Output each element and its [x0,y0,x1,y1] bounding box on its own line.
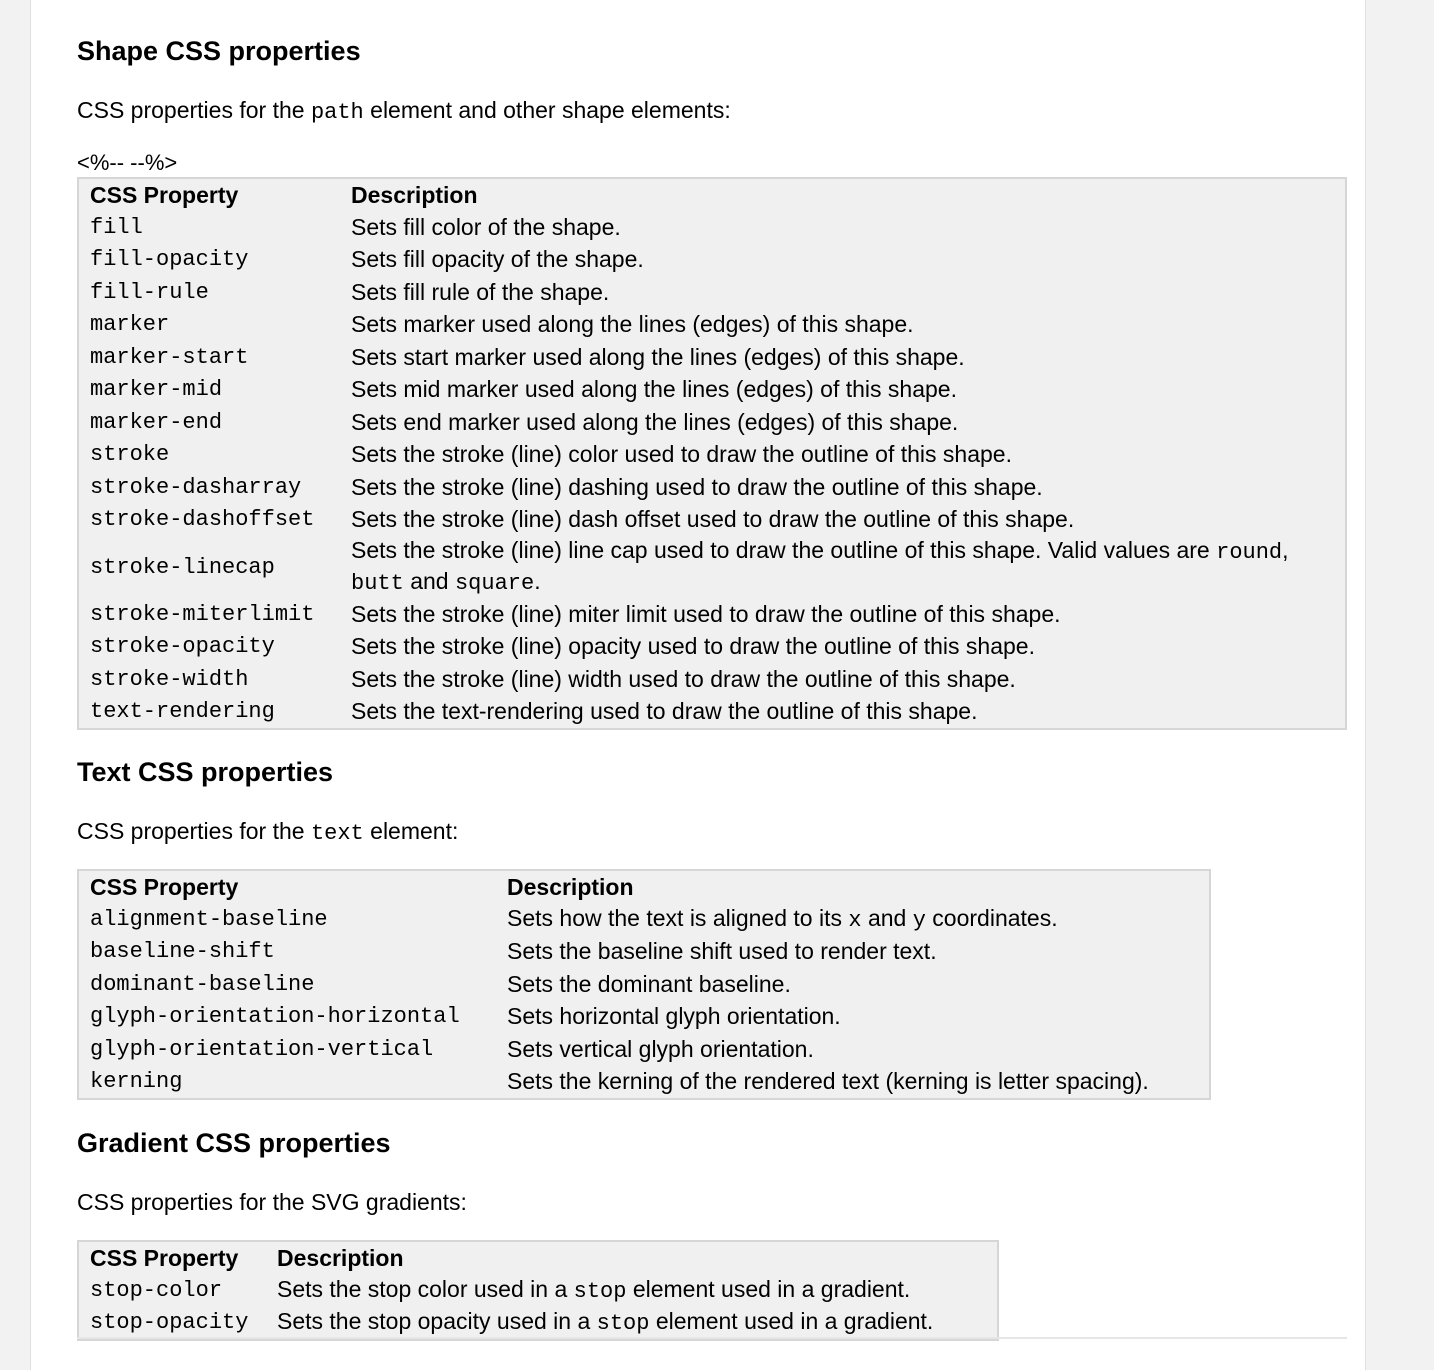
css-property-description: Sets the text-rendering used to draw the outline of this shape. [351,698,978,725]
description-text: . [534,568,541,594]
table-row [78,244,1346,277]
table-row [78,341,1346,374]
table-row [78,663,1346,696]
table-row [78,1274,998,1307]
description-text: Sets the stop opacity used in a [277,1308,597,1335]
description-text: element used in a gradient. [649,1308,934,1335]
text-intro-code: text [310,821,364,846]
css-property-name: glyph-orientation-horizontal [90,1004,460,1030]
table-row [78,936,1210,969]
code-value-butt: butt [351,571,404,596]
code-value-square: square [454,571,535,596]
text-section-intro [77,816,458,849]
table-row [78,211,1346,244]
column-header-property: CSS Property [90,873,239,900]
code-x: x [848,907,862,933]
css-property-name: stroke-miterlimit [90,601,315,627]
table-row [78,309,1346,342]
column-header-description: Description [277,1244,404,1271]
text-table-body [78,903,1210,1099]
column-header-description: Description [507,873,634,900]
description-text: Sets the stroke (line) line cap used to draw the outline of this shape. Valid values are [351,537,1217,563]
css-property-name: stroke-opacity [90,634,275,660]
css-property-description: Sets the dominant baseline. [507,970,791,997]
description-text: , [1282,537,1289,563]
description-text: Sets the stop color used in a [277,1275,574,1302]
table-row [78,1033,1210,1066]
css-property-name: fill [90,214,143,240]
css-property-description: Sets vertical glyph orientation. [507,1035,814,1062]
css-property-name: stroke-dashoffset [90,507,315,533]
css-property-name: stroke-dasharray [90,474,302,500]
text-section-heading: Text CSS properties [77,757,334,787]
css-property-description: Sets the kerning of the rendered text (kerning is letter spacing). [507,1068,1149,1095]
css-property-description [275,1274,998,1307]
table-row [78,631,1346,664]
bottom-divider [77,1337,1347,1339]
css-property-description: Sets the stroke (line) dashing used to draw the outline of this shape. [351,473,1043,500]
table-row [78,1001,1210,1034]
gradient-section-intro: CSS properties for the SVG gradients: [77,1189,467,1215]
text-intro-after: element: [363,818,459,844]
shape-intro-before: CSS properties for the [77,97,311,123]
css-property-description: Sets the stroke (line) miter limit used to draw the outline of this shape. [351,600,1061,627]
table-row [78,1307,998,1341]
table-row [78,968,1210,1001]
css-property-description [275,1307,998,1341]
description-text: Sets how the text is aligned to its [507,904,849,931]
table-header-row [78,870,1210,903]
table-row [78,536,1346,598]
code-value-round: round [1216,540,1283,565]
css-property-name: baseline-shift [90,939,275,965]
text-intro-before: CSS properties for the [77,818,311,844]
css-property-description: Sets fill color of the shape. [351,213,621,240]
gradient-table-body [78,1274,998,1340]
table-row [78,374,1346,407]
column-header-property: CSS Property [90,181,239,208]
css-property-name: stroke-width [90,666,249,692]
code-stop: stop [573,1278,627,1304]
shape-properties-table [77,177,1347,730]
css-property-name: dominant-baseline [90,971,315,997]
table-row [78,903,1210,936]
css-property-name: marker-start [90,344,249,370]
table-row [78,471,1346,504]
shape-intro-after: element and other shape elements: [363,97,731,123]
css-property-name: fill-opacity [90,247,249,273]
css-property-name: glyph-orientation-vertical [90,1036,434,1062]
table-row [78,696,1346,730]
css-property-description: Sets the stroke (line) color used to draw the outline of this shape. [351,441,1012,468]
css-property-name: stop-color [90,1277,223,1303]
shape-table-body [78,211,1346,729]
css-property-description: Sets marker used along the lines (edges) of this shape. [351,311,914,338]
table-row [78,406,1346,439]
css-property-description: Sets mid marker used along the lines (edges) of this shape. [351,376,957,403]
code-stop: stop [596,1311,650,1337]
css-property-description: Sets fill rule of the shape. [351,278,610,305]
shape-section-intro [77,95,731,128]
column-header-description: Description [351,181,478,208]
table-row [78,598,1346,631]
code-y: y [912,907,926,933]
description-text: and [861,904,913,931]
jsp-comment-marker: <%-- --%> [77,150,178,175]
table-row [78,504,1346,537]
css-property-description [349,536,1346,598]
gradient-section-heading: Gradient CSS properties [77,1128,391,1158]
document-page [30,0,1366,1370]
css-property-name: marker-end [90,409,223,435]
css-property-name: marker [90,312,170,338]
css-property-description: Sets end marker used along the lines (edges) of this shape. [351,408,959,435]
css-property-name: marker-mid [90,377,223,403]
shape-section-heading: Shape CSS properties [77,36,361,66]
gradient-properties-table [77,1240,999,1341]
text-properties-table [77,869,1211,1100]
shape-intro-code: path [310,100,364,125]
description-text: element used in a gradient. [626,1275,911,1302]
css-property-description: Sets the stroke (line) dash offset used to draw the outline of this shape. [351,506,1075,533]
css-property-description: Sets the stroke (line) width used to draw the outline of this shape. [351,665,1016,692]
table-row [78,276,1346,309]
css-property-name: alignment-baseline [90,906,328,932]
css-property-description: Sets the baseline shift used to render text. [507,938,937,965]
css-property-name: stroke-linecap [90,554,275,580]
table-header-row [78,178,1346,211]
css-property-name: fill-rule [90,279,209,305]
css-property-description [505,903,1210,936]
css-property-name: stroke [90,442,170,468]
table-row [78,439,1346,472]
css-property-description: Sets start marker used along the lines (edges) of this shape. [351,343,965,370]
description-text: and [403,568,455,594]
css-property-description: Sets horizontal glyph orientation. [507,1003,841,1030]
table-header-row [78,1241,998,1274]
description-text: coordinates. [925,904,1058,931]
css-property-name: kerning [90,1069,183,1095]
css-property-description: Sets the stroke (line) opacity used to draw the outline of this shape. [351,633,1035,660]
column-header-property: CSS Property [90,1244,239,1271]
css-property-name: text-rendering [90,699,275,725]
table-row [78,1066,1210,1100]
css-property-description: Sets fill opacity of the shape. [351,246,644,273]
css-property-name: stop-opacity [90,1310,249,1336]
